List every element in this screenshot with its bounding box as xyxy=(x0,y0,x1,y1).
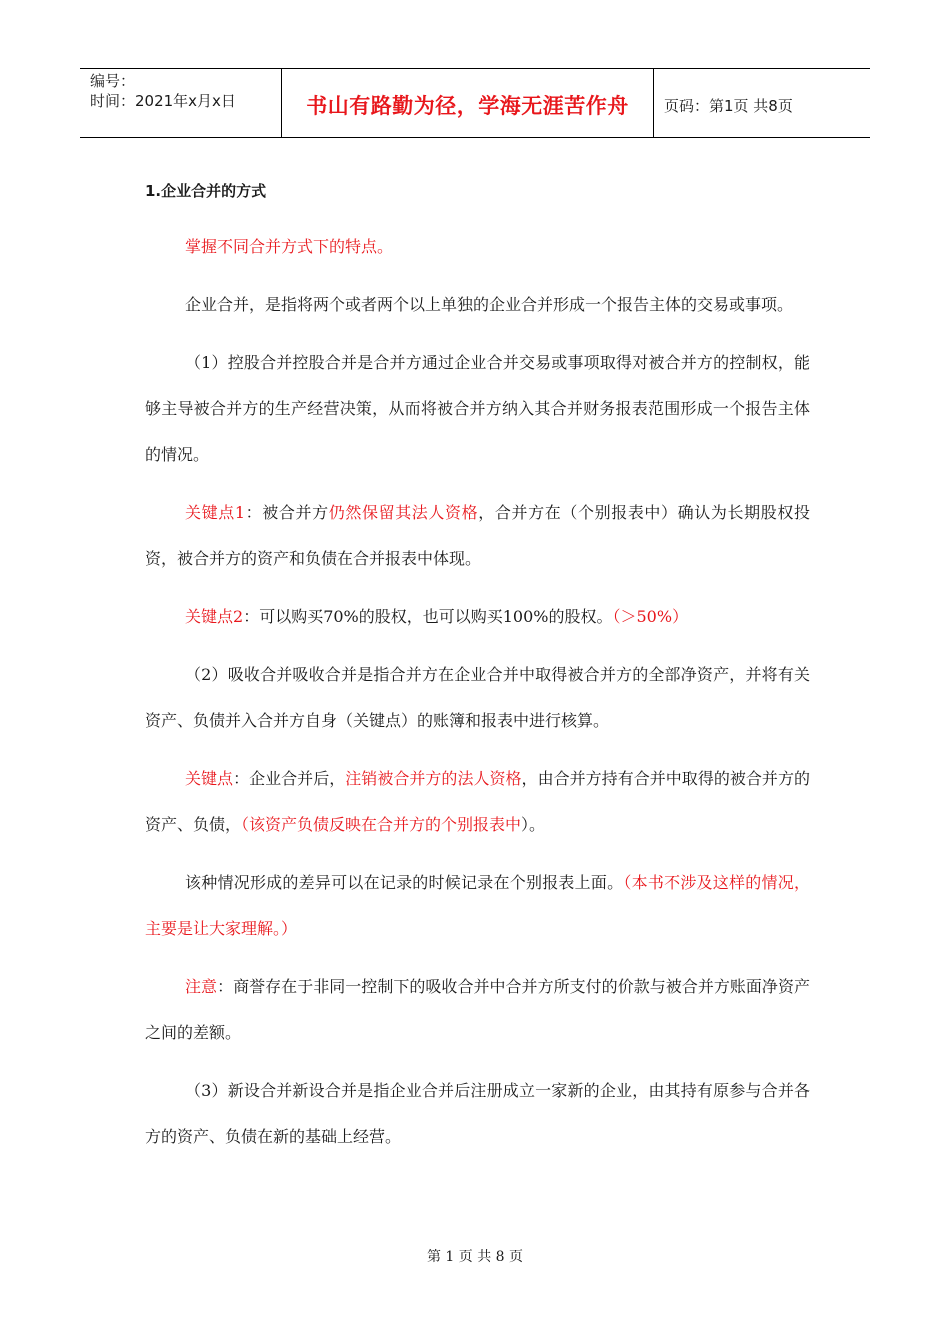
header-page-info: 页码：第1页 共8页 xyxy=(664,96,793,115)
highlight-segment: （本书不涉及这样的情况，主要是让大家理解。） xyxy=(145,873,810,938)
note-label: 注意 xyxy=(185,977,218,996)
section-title: 1.企业合并的方式 xyxy=(145,182,267,200)
header-number-label: 编号： xyxy=(90,72,136,90)
paragraph-keypoint-3 xyxy=(145,756,810,848)
keypoint-label: 关键点1 xyxy=(185,503,246,522)
text-segment: ：商誉存在于非同一控制下的吸收合并中合并方所支付的价款与被合并方账面净资产之间的差额。 xyxy=(145,977,810,1042)
paragraph-holding-merger: （1）控股合并控股合并是合并方通过企业合并交易或事项取得对被合并方的控制权，能够主导被合并方的生产经营决策，从而将被合并方纳入其合并财务报表范围形成一个报告主体的情况。 xyxy=(145,353,810,464)
header-meta xyxy=(80,69,282,137)
text-segment: ，由合并方持有合并中取得的被合并方的资产、负债， xyxy=(145,769,810,834)
paragraph-keypoint-2 xyxy=(145,594,810,640)
text-segment: ：可以购买70%的股权，也可以购买100%的股权。 xyxy=(243,607,613,626)
highlight-segment: 注销被合并方的法人资格 xyxy=(345,769,522,788)
paragraph-difference xyxy=(145,860,810,952)
text-segment: ）。 xyxy=(521,815,546,834)
text-segment: 该种情况形成的差异可以在记录的时候记录在个别报表上面。 xyxy=(185,873,624,892)
document-body xyxy=(145,168,810,1172)
highlight-segment: （＞50%） xyxy=(612,607,689,626)
header-time-label: 时间：2021年x月x日 xyxy=(90,92,236,110)
text-segment: ，合并方在（个别报表中）确认为长期股权投资，被合并方的资产和负债在合并报表中体现。 xyxy=(145,503,810,568)
paragraph-definition: 企业合并，是指将两个或者两个以上单独的企业合并形成一个报告主体的交易或事项。 xyxy=(185,295,794,314)
header-motto: 书山有路勤为径，学海无涯苦作舟 xyxy=(282,69,654,137)
paragraph-new-merger: （3）新设合并新设合并是指企业合并后注册成立一家新的企业，由其持有原参与合并各方的资产、负债在新的基础上经营。 xyxy=(145,1081,810,1146)
keypoint-label: 关键点2 xyxy=(185,607,244,626)
paragraph-objective: 掌握不同合并方式下的特点。 xyxy=(185,237,394,256)
paragraph-note xyxy=(145,964,810,1056)
paragraph-absorption-merger: （2）吸收合并吸收合并是指合并方在企业合并中取得被合并方的全部净资产，并将有关资产、负债并入合并方自身（关键点）的账簿和报表中进行核算。 xyxy=(145,665,810,730)
page-header xyxy=(80,68,870,138)
text-segment: ：被合并方 xyxy=(245,503,329,522)
page-footer: 第 1 页 共 8 页 xyxy=(426,1249,524,1265)
highlight-segment: 仍然保留其法人资格 xyxy=(328,503,479,522)
highlight-segment: （该资产负债反映在合并方的个别报表中 xyxy=(241,815,522,834)
paragraph-keypoint-1 xyxy=(145,490,810,582)
keypoint-label: 关键点 xyxy=(185,769,234,788)
text-segment: ：企业合并后， xyxy=(233,769,346,788)
